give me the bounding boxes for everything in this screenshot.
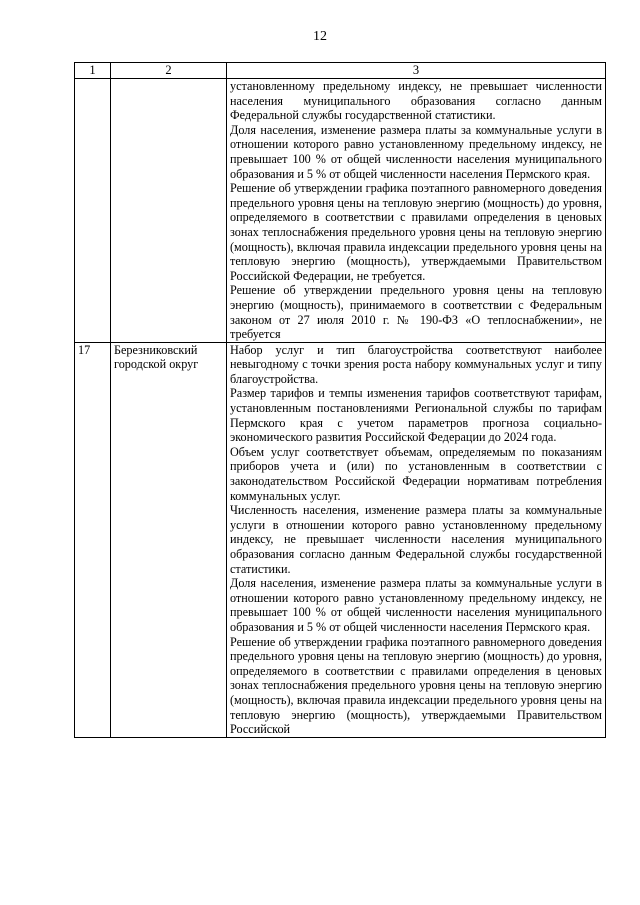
paragraph: установленному предельному индексу, не превышает численности населения муниципального образования согласно данным Федеральной службы государственной статистики. <box>230 79 602 123</box>
paragraph: Решение об утверждении графика поэтапного равномерного доведения предельного уровня цены на тепловую энергию (мощность) до уровня, определяемого в соответствии с правилами определения в ценовых зонах теплоснабжения предельного уровня цены на тепловую энергию (мощность), включая правила индексации предельного уровня цены на тепловую энергию (мощность), утверждаемыми Правительством Российской <box>230 634 602 737</box>
header-col-2: 2 <box>111 63 227 79</box>
table-row <box>75 79 606 343</box>
header-col-3: 3 <box>227 63 606 79</box>
row-content <box>227 79 606 343</box>
header-col-1: 1 <box>75 63 111 79</box>
paragraph: Решение об утверждении графика поэтапного равномерного доведения предельного уровня цены на тепловую энергию (мощность) до уровня, определяемого в соответствии с правилами определения в ценовых зонах теплоснабжения предельного уровня цены на тепловую энергию (мощность), включая правила индексации предельного уровня цены на тепловую энергию (мощность), утверждаемыми Правительством Российской Федерации, не требуется. <box>230 181 602 283</box>
paragraph: Размер тарифов и темпы изменения тарифов соответствуют тарифам, установленным постановлениями Региональной службы по тарифам Пермского края с учетом параметров прогноза социально-экономического развития Российской Федерации до 2024 года. <box>230 386 602 445</box>
document-table <box>74 62 606 738</box>
row-number: 17 <box>75 342 111 737</box>
row-content <box>227 342 606 737</box>
table-header-row <box>75 63 606 79</box>
municipality-name: Березниковский городской округ <box>111 342 227 737</box>
paragraph: Численность населения, изменение размера платы за коммунальные услуги в отношении которого равно установленному предельному индексу, не превышает численности населения муниципального образования согласно данным Федеральной службы государственной статистики. <box>230 503 602 576</box>
page-number: 12 <box>313 29 327 44</box>
paragraph: Решение об утверждении предельного уровня цены на тепловую энергию (мощность), принимаемого в соответствии с Федеральным законом от 27 июля 2010 г. № 190-ФЗ «О теплоснабжении», не требуется <box>230 283 602 342</box>
paragraph: Доля населения, изменение размера платы за коммунальные услуги в отношении которого равно установленному предельному индексу, не превышает 100 % от общей численности населения муниципального образования и 5 % от общей численности населения Пермского края. <box>230 576 602 634</box>
paragraph: Набор услуг и тип благоустройства соответствуют наиболее невыгодному с точки зрения роста набору коммунальных услуг и типу благоустройства. <box>230 342 602 386</box>
municipality-name <box>111 79 227 343</box>
paragraph: Объем услуг соответствует объемам, определяемым по показаниям приборов учета и (или) по установленным в соответствии с законодательством Российской Федерации нормативам потребления коммунальных услуг. <box>230 444 602 503</box>
row-number <box>75 79 111 343</box>
table-row <box>75 342 606 737</box>
paragraph: Доля населения, изменение размера платы за коммунальные услуги в отношении которого равно установленному предельному индексу, не превышает 100 % от общей численности населения муниципального образования и 5 % от общей численности населения Пермского края. <box>230 122 602 181</box>
